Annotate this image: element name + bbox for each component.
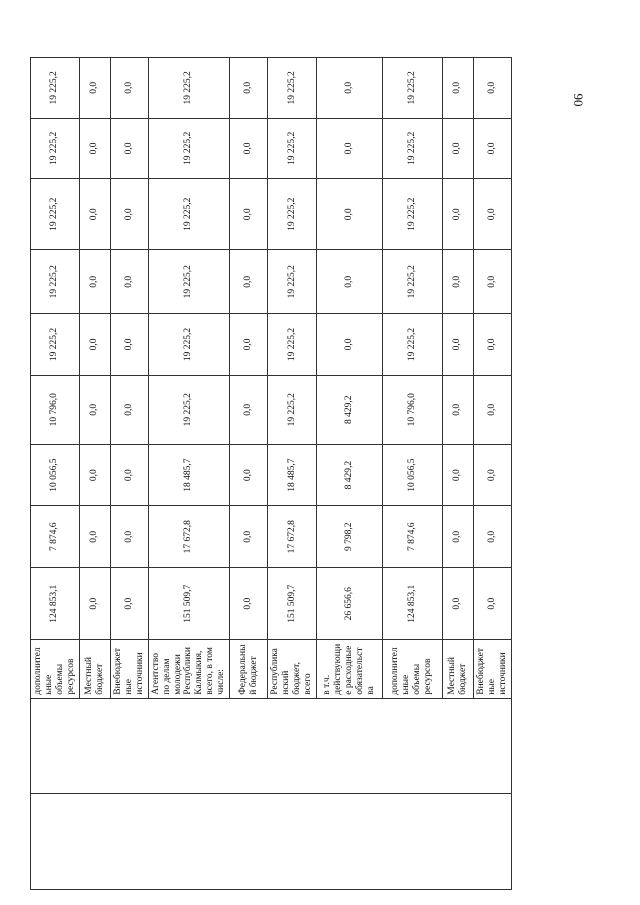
value-cell: 19 225,2 — [268, 375, 317, 444]
value-cell: 0,0 — [79, 314, 110, 376]
blank-cell — [268, 698, 317, 794]
value-cell: 0,0 — [473, 179, 511, 250]
value-cell: 0,0 — [473, 118, 511, 179]
row-label: дополнительные объемы ресурсов — [382, 640, 442, 698]
value-cell: 0,0 — [230, 250, 268, 314]
value-cell: 0,0 — [316, 314, 382, 376]
row-label: Агентство по делам молодежи Республики Калмыкия, всего, в том числе: — [148, 640, 229, 698]
blank-cell — [110, 794, 148, 890]
value-cell: 19 225,2 — [31, 179, 80, 250]
value-cell: 7 874,6 — [31, 506, 80, 568]
value-cell: 9 798,2 — [316, 506, 382, 568]
value-cell: 0,0 — [473, 568, 511, 640]
blank-cell — [268, 794, 317, 890]
value-cell: 19 225,2 — [268, 58, 317, 119]
blank-cell — [316, 794, 382, 890]
value-cell: 19 225,2 — [148, 314, 229, 376]
value-cell: 19 225,2 — [31, 250, 80, 314]
value-cell: 18 485,7 — [148, 444, 229, 506]
value-cell: 0,0 — [79, 568, 110, 640]
rotated-table-wrapper — [30, 57, 508, 890]
blank-cell — [79, 698, 110, 794]
value-cell: 0,0 — [230, 375, 268, 444]
blank-cell — [110, 698, 148, 794]
row-label: Республиканский бюджет, всего — [268, 640, 317, 698]
value-cell: 0,0 — [316, 250, 382, 314]
value-cell: 124 853,1 — [31, 568, 80, 640]
blank-cell — [79, 794, 110, 890]
value-cell: 0,0 — [442, 375, 473, 444]
blank-cell — [442, 698, 473, 794]
value-cell: 19 225,2 — [382, 118, 442, 179]
table-row — [442, 58, 473, 890]
value-cell: 0,0 — [442, 314, 473, 376]
value-cell: 0,0 — [110, 118, 148, 179]
value-cell: 18 485,7 — [268, 444, 317, 506]
value-cell: 0,0 — [473, 314, 511, 376]
value-cell: 0,0 — [230, 58, 268, 119]
value-cell: 0,0 — [230, 314, 268, 376]
value-cell: 124 853,1 — [382, 568, 442, 640]
value-cell: 0,0 — [230, 444, 268, 506]
table-row — [230, 58, 268, 890]
value-cell: 0,0 — [316, 179, 382, 250]
blank-cell — [31, 698, 80, 794]
value-cell: 19 225,2 — [148, 250, 229, 314]
value-cell: 19 225,2 — [268, 314, 317, 376]
value-cell: 0,0 — [442, 118, 473, 179]
page-number: 90 — [571, 93, 586, 107]
value-cell: 19 225,2 — [31, 58, 80, 119]
value-cell: 0,0 — [316, 58, 382, 119]
value-cell: 0,0 — [473, 444, 511, 506]
value-cell: 0,0 — [110, 58, 148, 119]
value-cell: 19 225,2 — [148, 375, 229, 444]
value-cell: 0,0 — [442, 179, 473, 250]
value-cell: 19 225,2 — [382, 250, 442, 314]
value-cell: 151 509,7 — [148, 568, 229, 640]
value-cell: 10 796,0 — [31, 375, 80, 444]
value-cell: 10 056,5 — [31, 444, 80, 506]
row-label: Внебюджетные источники — [473, 640, 511, 698]
row-label: Местный бюджет — [79, 640, 110, 698]
value-cell: 0,0 — [110, 444, 148, 506]
value-cell: 0,0 — [230, 179, 268, 250]
value-cell: 0,0 — [110, 506, 148, 568]
table-row — [110, 58, 148, 890]
value-cell: 17 672,8 — [268, 506, 317, 568]
table-body — [31, 58, 512, 890]
row-label: дополнительные объемы ресурсов — [31, 640, 80, 698]
table-row — [268, 58, 317, 890]
value-cell: 19 225,2 — [268, 118, 317, 179]
value-cell: 19 225,2 — [382, 314, 442, 376]
value-cell: 0,0 — [442, 444, 473, 506]
blank-cell — [230, 794, 268, 890]
value-cell: 0,0 — [110, 179, 148, 250]
value-cell: 8 429,2 — [316, 444, 382, 506]
budget-table — [30, 57, 512, 890]
value-cell: 0,0 — [473, 58, 511, 119]
value-cell: 10 056,5 — [382, 444, 442, 506]
value-cell: 0,0 — [110, 250, 148, 314]
value-cell: 19 225,2 — [268, 250, 317, 314]
value-cell: 0,0 — [79, 179, 110, 250]
blank-cell — [316, 698, 382, 794]
value-cell: 19 225,2 — [31, 118, 80, 179]
row-label: Федеральный бюджет — [230, 640, 268, 698]
value-cell: 151 509,7 — [268, 568, 317, 640]
blank-cell — [442, 794, 473, 890]
blank-cell — [148, 794, 229, 890]
blank-cell — [230, 698, 268, 794]
value-cell: 0,0 — [110, 314, 148, 376]
value-cell: 19 225,2 — [148, 58, 229, 119]
value-cell: 0,0 — [473, 506, 511, 568]
value-cell: 0,0 — [79, 444, 110, 506]
table-row — [148, 58, 229, 890]
value-cell: 0,0 — [79, 118, 110, 179]
value-cell: 0,0 — [442, 250, 473, 314]
table-row — [79, 58, 110, 890]
value-cell: 0,0 — [473, 375, 511, 444]
value-cell: 17 672,8 — [148, 506, 229, 568]
value-cell: 19 225,2 — [382, 58, 442, 119]
value-cell: 19 225,2 — [268, 179, 317, 250]
value-cell: 0,0 — [230, 506, 268, 568]
table-row — [31, 58, 80, 890]
blank-cell — [382, 698, 442, 794]
value-cell: 8 429,2 — [316, 375, 382, 444]
value-cell: 7 874,6 — [382, 506, 442, 568]
blank-cell — [31, 794, 80, 890]
value-cell: 0,0 — [442, 506, 473, 568]
table-row — [382, 58, 442, 890]
value-cell: 19 225,2 — [31, 314, 80, 376]
value-cell: 0,0 — [442, 568, 473, 640]
row-label: Местный бюджет — [442, 640, 473, 698]
value-cell: 0,0 — [79, 506, 110, 568]
value-cell: 0,0 — [79, 375, 110, 444]
table-row — [473, 58, 511, 890]
value-cell: 19 225,2 — [148, 179, 229, 250]
blank-cell — [148, 698, 229, 794]
row-label: Внебюджетные источники — [110, 640, 148, 698]
table-row — [316, 58, 382, 890]
value-cell: 0,0 — [473, 250, 511, 314]
value-cell: 0,0 — [79, 58, 110, 119]
value-cell: 0,0 — [110, 568, 148, 640]
value-cell: 10 796,0 — [382, 375, 442, 444]
value-cell: 19 225,2 — [382, 179, 442, 250]
row-label: в т.ч. действующие расходные обязательства — [316, 640, 382, 698]
value-cell: 0,0 — [230, 118, 268, 179]
blank-cell — [382, 794, 442, 890]
value-cell: 0,0 — [230, 568, 268, 640]
value-cell: 0,0 — [442, 58, 473, 119]
value-cell: 0,0 — [79, 250, 110, 314]
value-cell: 0,0 — [316, 118, 382, 179]
value-cell: 0,0 — [110, 375, 148, 444]
blank-cell — [473, 698, 511, 794]
value-cell: 26 656,6 — [316, 568, 382, 640]
value-cell: 19 225,2 — [148, 118, 229, 179]
blank-cell — [473, 794, 511, 890]
